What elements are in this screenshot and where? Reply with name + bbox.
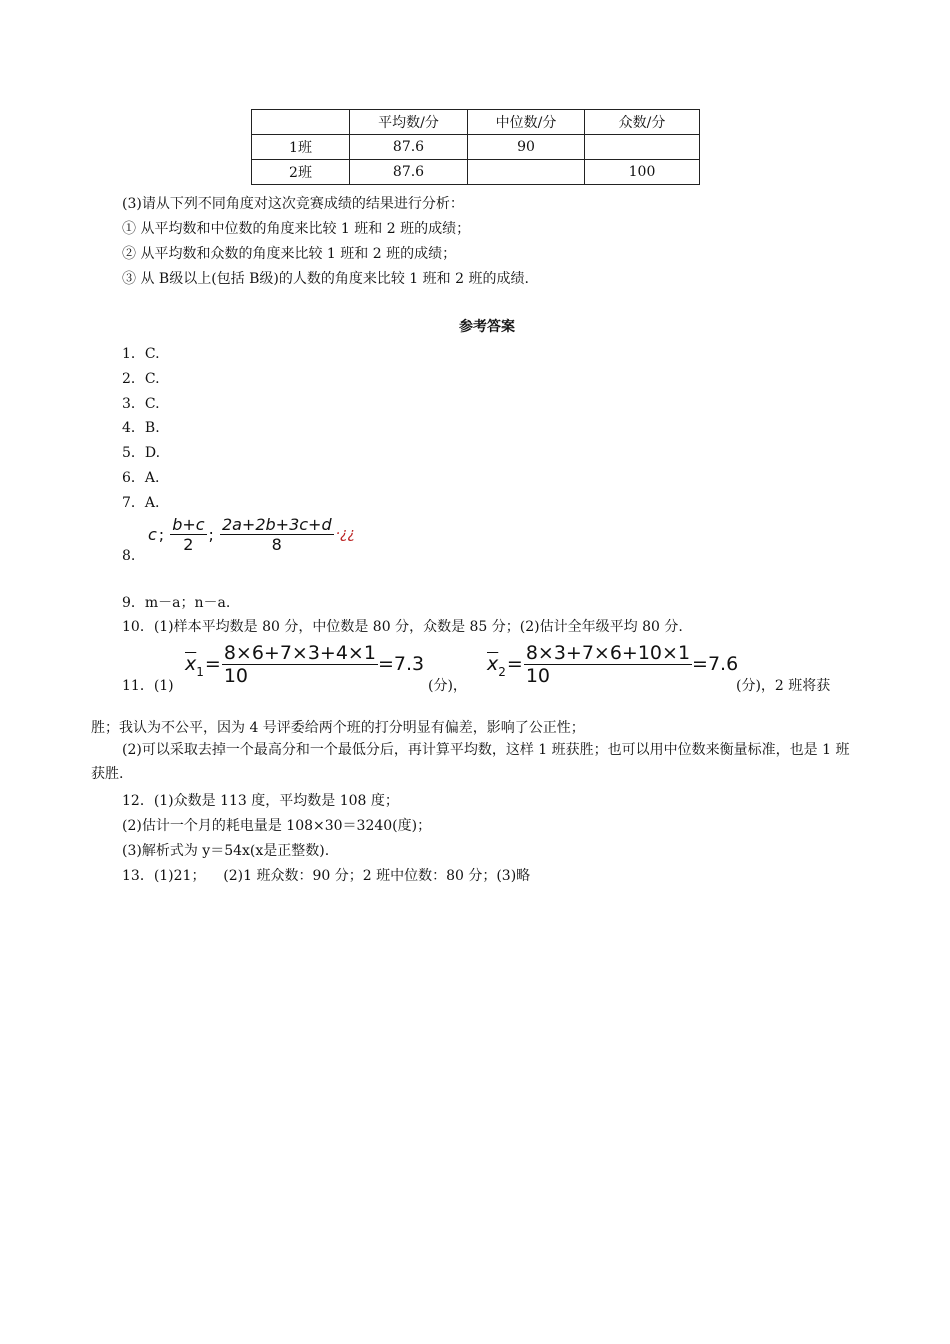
answer-8-sep: ;	[158, 524, 165, 544]
answer-8-fraction-2	[220, 515, 334, 554]
answer-8-fraction-1	[170, 515, 206, 554]
answer-11-part-2: (2)可以采取去掉一个最高分和一个最低分后，再计算平均数，这样 1 班获胜；也可以用中位数来衡量标准，也是 1 班获胜.	[91, 742, 850, 782]
table-cell: 87.6	[350, 160, 468, 185]
answer-12-line: (2)估计一个月的耗电量是 108×30＝3240(度)；	[122, 818, 432, 834]
fraction-denominator: 10	[223, 664, 248, 687]
score-stats-table	[251, 109, 700, 185]
table-cell: 100	[585, 160, 700, 185]
subscript: 1	[196, 665, 204, 679]
answer-5: 5．D.	[122, 445, 161, 461]
answer-4: 4．B.	[122, 420, 160, 436]
fraction	[524, 642, 692, 687]
result: =7.3	[377, 653, 425, 675]
answer-12-line: (3)解析式为 y＝54x(x是正整数).	[122, 843, 330, 859]
table-cell	[468, 160, 585, 185]
fraction-denominator: 2	[183, 534, 194, 554]
table-cell: 87.6	[350, 135, 468, 160]
answer-13: 13．(1)21； (2)1 班众数：90 分；2 班中位数：80 分；(3)略	[122, 868, 531, 884]
table-row	[252, 160, 700, 185]
answer-8-c: c	[148, 524, 157, 544]
answer-7: 7．A.	[122, 495, 160, 511]
mean-symbol: $\overline{x}$	[487, 653, 499, 675]
question3-item: ② 从平均数和众数的角度来比较 1 班和 2 班的成绩；	[122, 246, 457, 262]
table-header-row	[252, 110, 700, 135]
unit-text: (分)，2 班将获	[736, 678, 831, 694]
fraction-numerator: 8×3+7×6+10×1	[525, 641, 691, 664]
question3-intro: (3)请从下列不同角度对这次竞赛成绩的结果进行分析：	[122, 196, 464, 212]
answer-12-line: 12．(1)众数是 113 度，平均数是 108 度；	[122, 793, 399, 809]
table-header-cell: 中位数/分	[468, 110, 585, 135]
fraction-denominator: 10	[525, 664, 550, 687]
answer-1: 1．C.	[122, 346, 160, 362]
answer-11-formula-1	[185, 637, 424, 691]
table-cell	[585, 135, 700, 160]
answer-11-continuation: 胜；我认为不公平，因为 4 号评委给两个班的打分明显有偏差，影响了公正性；	[91, 720, 585, 736]
answer-8-number: 8.	[122, 548, 136, 564]
result: =7.6	[692, 653, 739, 675]
table-header-cell: 众数/分	[585, 110, 700, 135]
subscript: 2	[498, 665, 506, 679]
table-header-cell: 平均数/分	[350, 110, 468, 135]
answer-8-sep: ;	[208, 524, 214, 544]
answer-9: 9．m－a；n－a.	[122, 595, 231, 611]
answer-11-formula-2	[487, 637, 738, 691]
answer-2: 2．C.	[122, 371, 160, 387]
answer-11-label: 11．(1)	[122, 678, 174, 694]
answer-8-formula	[148, 510, 355, 558]
answer-3: 3．C.	[122, 396, 160, 412]
table-cell: 1班	[252, 135, 350, 160]
answer-6: 6．A.	[122, 470, 160, 486]
fraction-numerator: b+c	[172, 514, 205, 534]
fraction	[222, 642, 378, 687]
answer-10: 10．(1)样本平均数是 80 分，中位数是 80 分，众数是 85 分；(2)估计全年级平均 80 分.	[122, 619, 683, 635]
unit-text: (分)，	[428, 678, 467, 694]
fraction-numerator: 2a+2b+3c+d	[221, 514, 332, 534]
answers-title: 参考答案	[459, 319, 515, 335]
table-row	[252, 135, 700, 160]
question3-item: ① 从平均数和中位数的角度来比较 1 班和 2 班的成绩；	[122, 221, 471, 237]
equals-sign: =	[506, 653, 523, 675]
question3-item: ③ 从 B级以上(包括 B级)的人数的角度来比较 1 班和 2 班的成绩.	[122, 271, 529, 287]
table-cell: 2班	[252, 160, 350, 185]
table-header-cell	[252, 110, 350, 135]
answer-8-tail: ·¿¿	[335, 526, 355, 542]
table-cell: 90	[468, 135, 585, 160]
equals-sign: =	[204, 653, 221, 675]
fraction-denominator: 8	[271, 534, 282, 554]
mean-symbol: $\overline{x}$	[185, 653, 197, 675]
fraction-numerator: 8×6+7×3+4×1	[223, 641, 376, 664]
